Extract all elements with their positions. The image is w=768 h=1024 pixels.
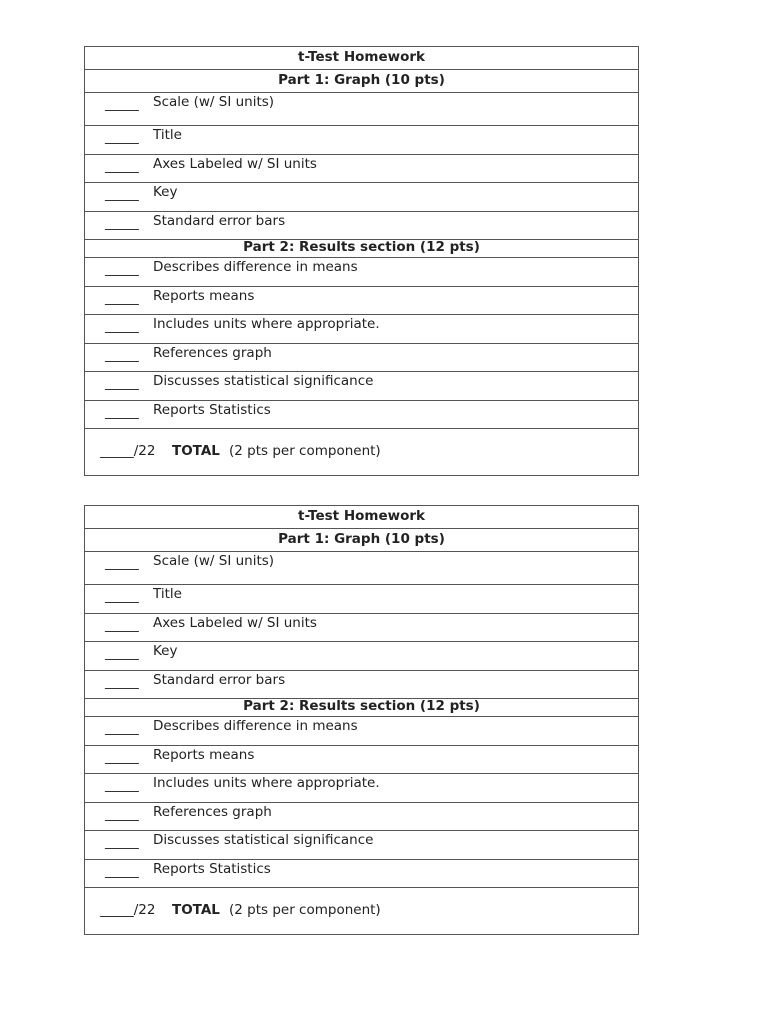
rubric-item (85, 344, 638, 372)
item-label: Key (153, 643, 178, 659)
item-label: Reports means (153, 288, 255, 304)
item-label: Scale (w/ SI units) (153, 553, 275, 569)
item-label: Standard error bars (153, 672, 286, 688)
rubric-title: t-Test Homework (85, 47, 638, 70)
item-label: Standard error bars (153, 213, 286, 229)
rubric-item (85, 212, 638, 240)
score-blank: _____ (105, 318, 139, 334)
total-row (85, 429, 638, 475)
score-blank: _____ (105, 720, 139, 736)
item-label: Title (153, 127, 182, 143)
rubric-item (85, 671, 638, 699)
score-blank: _____ (105, 806, 139, 822)
rubric-item (85, 803, 638, 831)
score-blank: _____ (105, 158, 139, 174)
score-blank: _____ (105, 749, 139, 765)
item-label: Title (153, 586, 182, 602)
rubric-item (85, 126, 638, 155)
score-blank: _____ (105, 215, 139, 231)
part2-heading: Part 2: Results section (12 pts) (85, 699, 638, 717)
item-label: Includes units where appropriate. (153, 775, 380, 791)
rubric-item (85, 258, 638, 287)
total-blank: _____/22 (100, 902, 156, 918)
rubric-item (85, 774, 638, 803)
score-blank: _____ (105, 261, 139, 277)
item-label: Discusses statistical significance (153, 373, 374, 389)
rubric-item (85, 860, 638, 888)
item-label: Scale (w/ SI units) (153, 94, 275, 110)
item-label: Key (153, 184, 178, 200)
total-blank: _____/22 (100, 443, 156, 459)
score-blank: _____ (105, 129, 139, 145)
score-blank: _____ (105, 375, 139, 391)
rubric-item (85, 315, 638, 344)
rubric-item (85, 287, 638, 315)
part1-heading: Part 1: Graph (10 pts) (85, 70, 638, 93)
item-label: Describes difference in means (153, 259, 358, 275)
rubric-item (85, 746, 638, 774)
rubric-item (85, 93, 638, 126)
score-blank: _____ (105, 863, 139, 879)
rubric-item (85, 831, 638, 860)
item-label: Describes difference in means (153, 718, 358, 734)
score-blank: _____ (105, 404, 139, 420)
rubric-item (85, 372, 638, 401)
item-label: Includes units where appropriate. (153, 316, 380, 332)
total-label: TOTAL (172, 443, 220, 459)
score-blank: _____ (105, 290, 139, 306)
total-row (85, 888, 638, 934)
item-label: Discusses statistical significance (153, 832, 374, 848)
item-label: References graph (153, 345, 272, 361)
score-blank: _____ (105, 186, 139, 202)
item-label: Axes Labeled w/ SI units (153, 615, 317, 631)
score-blank: _____ (105, 777, 139, 793)
rubric-item (85, 585, 638, 614)
rubric-item (85, 642, 638, 671)
score-blank: _____ (105, 674, 139, 690)
item-label: Reports Statistics (153, 861, 271, 877)
score-blank: _____ (105, 645, 139, 661)
rubric-table (84, 46, 639, 476)
rubric-item (85, 614, 638, 642)
rubric-item (85, 717, 638, 746)
score-blank: _____ (105, 96, 139, 112)
score-blank: _____ (105, 834, 139, 850)
item-label: References graph (153, 804, 272, 820)
item-label: Reports means (153, 747, 255, 763)
total-note: (2 pts per component) (229, 443, 381, 459)
part2-heading: Part 2: Results section (12 pts) (85, 240, 638, 258)
part1-heading: Part 1: Graph (10 pts) (85, 529, 638, 552)
rubric-item (85, 552, 638, 585)
score-blank: _____ (105, 555, 139, 571)
total-note: (2 pts per component) (229, 902, 381, 918)
rubric-table (84, 505, 639, 935)
score-blank: _____ (105, 617, 139, 633)
total-label: TOTAL (172, 902, 220, 918)
rubric-title: t-Test Homework (85, 506, 638, 529)
rubric-item (85, 155, 638, 183)
item-label: Reports Statistics (153, 402, 271, 418)
rubric-item (85, 183, 638, 212)
score-blank: _____ (105, 347, 139, 363)
score-blank: _____ (105, 588, 139, 604)
rubric-item (85, 401, 638, 429)
item-label: Axes Labeled w/ SI units (153, 156, 317, 172)
